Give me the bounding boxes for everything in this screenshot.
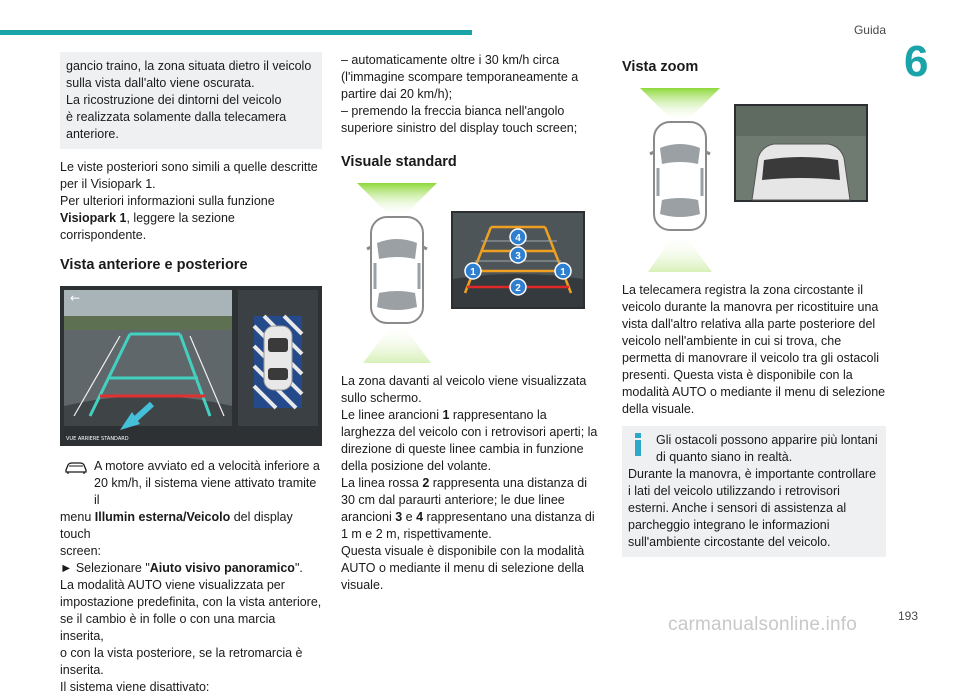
note-box [60, 52, 322, 149]
bold-term: Aiuto visivo panoramico [149, 561, 295, 575]
text-span: rappresentano la larghezza del veicolo con i retrovisori aperti; la direzione di queste linee cambia in funzione della posizione del volante. [341, 408, 598, 473]
bold-term: 4 [416, 510, 424, 524]
info-icon [632, 433, 644, 457]
column-1 [60, 52, 322, 696]
marker-4 [510, 229, 526, 245]
text-span: e [402, 510, 417, 524]
page-number: 193 [897, 609, 918, 623]
bold-term: 2 [422, 476, 430, 490]
text-span: del display touch [60, 510, 293, 541]
paragraph-line: se il cambio è in folle o con una marcia inserita, [60, 612, 276, 643]
paragraph-line: o con la vista posteriore, se la retromarcia è [60, 646, 303, 660]
paragraph-line: per il Visiopark 1. [60, 177, 156, 191]
front-rear-camera-image [60, 286, 322, 446]
text-span: La linea rossa [341, 476, 423, 490]
svg-text:4: 4 [515, 233, 521, 244]
paragraph [341, 475, 603, 543]
paragraph [341, 407, 603, 475]
marker-1-right [555, 263, 571, 279]
svg-text:1: 1 [470, 267, 476, 278]
list-line: – premendo la freccia bianca nell'angolo [341, 104, 565, 118]
list-line: partire dai 20 km/h); [341, 87, 453, 101]
section-heading: Visuale standard [341, 154, 457, 170]
text-span: ". [294, 561, 303, 575]
svg-text:3: 3 [515, 251, 521, 262]
car-note [60, 458, 322, 509]
paragraph-line: La modalità AUTO viene visualizzata per [60, 578, 285, 592]
standard-view-illustration [341, 183, 603, 363]
zoom-view-diagram [622, 88, 886, 272]
paragraph-tail: , leggere la sezione corrispondente. [60, 211, 235, 242]
bold-term: Visiopark 1 [60, 211, 127, 225]
chapter-number: 6 [904, 37, 929, 86]
bold-term: 3 [395, 510, 403, 524]
info-paragraph: Durante la manovra, è importante controllare i lati del veicolo utilizzando i retrovisori esterni. Anche i sensori di assistenza al parcheggio integrano le informazioni sull'ambiente circostante del veicolo. [628, 467, 877, 549]
paragraph-line: Il sistema viene disattivato: [60, 680, 210, 694]
paragraph: Questa visuale è disponibile con la modalità AUTO o mediante il menu di selezione della visuale. [341, 544, 585, 592]
note-line: anteriore. [66, 127, 119, 141]
note-line: gancio traino, la zona situata dietro il veicolo [66, 59, 312, 73]
text-span: rappresenta una distanza di 30 cm dal paraurti anteriore; le due linee arancioni [341, 476, 588, 524]
header-accent-bar [0, 30, 472, 35]
paragraph: La telecamera registra la zona circostante il veicolo durante la manovra per ricostituire una vista dall'altro relativa alla parte posteriore del veicolo nell'ambiente in cui si trova, che permetta di manovrare il veicolo tra gli ostacoli presenti. Questa vista è disponibile con la modalità AUTO o mediante il menu di selezione della visuale. [622, 283, 886, 416]
marker-2 [510, 279, 526, 295]
marker-1-left [465, 263, 481, 279]
instruction-line [60, 560, 322, 577]
section-heading: Vista zoom [622, 59, 699, 75]
car-icon [64, 460, 88, 479]
text-span: menu [60, 510, 95, 524]
text-span: ► Selezionare " [60, 561, 150, 575]
text-span: Le linee arancioni [341, 408, 443, 422]
paragraph-line [60, 509, 322, 543]
paragraph-line: Le viste posteriori sono simili a quelle descritte [60, 160, 318, 174]
section-title: Guida [853, 23, 886, 37]
column-3 [622, 52, 886, 567]
paragraph-line: Per ulteriori informazioni sulla funzione [60, 194, 275, 208]
screen-label: VUE ARRIERE STANDARD [66, 436, 129, 442]
paragraph: La zona davanti al veicolo viene visualizzata sullo schermo. [341, 374, 587, 405]
note-line: La ricostruzione dei dintorni del veicolo [66, 93, 282, 107]
list-line: – automaticamente oltre i 30 km/h circa [341, 53, 560, 67]
paragraph-line: inserita. [60, 663, 104, 677]
paragraph-line [60, 210, 322, 244]
paragraph-line: 20 km/h, il sistema viene attivato tramite il [94, 476, 317, 507]
column-2 [341, 52, 603, 594]
svg-text:1: 1 [560, 267, 566, 278]
watermark: carmanualsonline.info [668, 614, 858, 635]
zoom-view-illustration [622, 88, 886, 272]
note-line: sulla vista dall'alto viene oscurata. [66, 76, 255, 90]
text-span: rappresentano una distanza di 1 m e 2 m, rispettivamente. [341, 510, 595, 541]
bold-term: 1 [442, 408, 450, 422]
marker-3 [510, 247, 526, 263]
list-line: (l'immagine scompare temporaneamente a [341, 70, 579, 84]
list-line: superiore sinistro del display touch screen; [341, 121, 578, 135]
paragraph-line: impostazione predefinita, con la vista anteriore, [60, 595, 322, 609]
paragraph-line: A motore avviato ed a velocità inferiore a [94, 459, 320, 473]
section-heading: Vista anteriore e posteriore [60, 257, 248, 273]
svg-text:←: ← [70, 291, 81, 305]
bold-term: Illumin esterna/Veicolo [94, 510, 231, 524]
info-box [622, 426, 886, 557]
standard-view-diagram [341, 183, 603, 363]
camera-screen-illustration [60, 286, 322, 446]
paragraph-line: screen: [60, 544, 101, 558]
info-paragraph: Gli ostacoli possono apparire più lontani di quanto siano in realtà. [656, 433, 878, 464]
svg-text:2: 2 [515, 283, 521, 294]
note-line: è realizzata solamente dalla telecamera [66, 110, 287, 124]
